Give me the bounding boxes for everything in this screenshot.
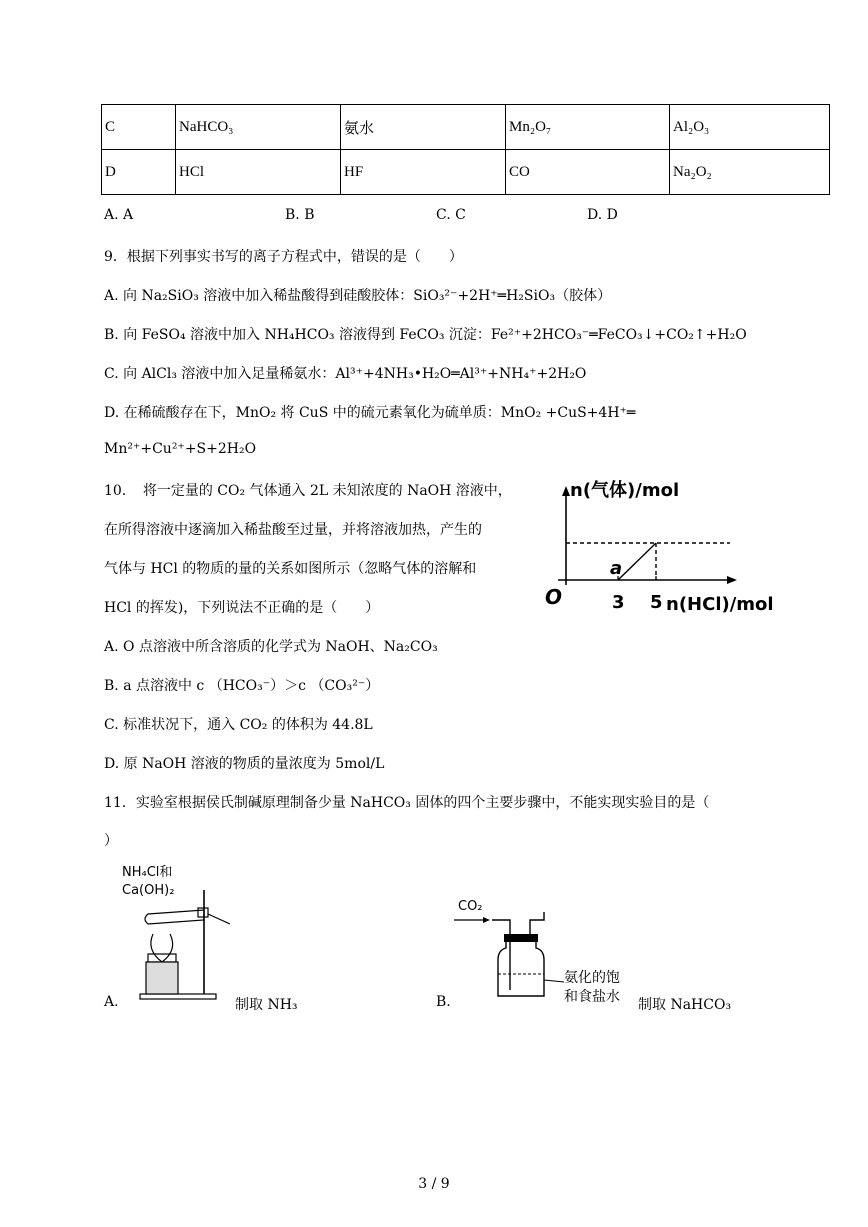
label-pointer <box>544 980 564 982</box>
q9-option-d-cont: Mn²⁺+Cu²⁺+S+2H₂O <box>104 441 257 457</box>
q11-b-caption: 制取 NaHCO₃ <box>638 997 732 1013</box>
q11-b-label: B. <box>436 994 451 1010</box>
q9-stem: 9．根据下列事实书写的离子方程式中，错误的是（ ） <box>104 249 463 265</box>
q10-stem-line: 气体与 HCl 的物质的量的关系如图所示（忽略气体的溶解和 <box>104 561 477 577</box>
delivery-tube <box>208 914 230 924</box>
answer-option: D. D <box>587 207 618 223</box>
stand-base <box>140 994 216 999</box>
q9-option-b: B. 向 FeSO₄ 溶液中加入 NH₄HCO₃ 溶液得到 FeCO₃ 沉淀：Fe²⁺+2HCO₃⁻═FeCO₃↓+CO₂↑+H₂O <box>104 327 747 343</box>
flame <box>151 934 173 962</box>
table-row <box>102 105 830 150</box>
y-axis-label: n(气体)/mol <box>570 480 680 501</box>
table-cell: HF <box>341 150 506 195</box>
gas-arrow-head <box>483 917 490 923</box>
q10-option-b: B. a 点溶液中 c （HCO₃⁻）＞c （CO₃²⁻） <box>104 678 380 694</box>
q9-option-a: A. 向 Na₂SiO₃ 溶液中加入稀盐酸得到硅酸胶体：SiO₃²⁻+2H⁺═H₂SiO₃（胶体） <box>104 288 612 304</box>
table-cell: NaHCO₃ <box>176 105 341 150</box>
q10-stem-line: 在所得溶液中逐滴加入稀盐酸至过量，并将溶液加热，产生的 <box>104 522 482 538</box>
q11-stem-cont: ） <box>104 833 118 849</box>
ammonia-apparatus-figure <box>118 862 230 1004</box>
table-cell: Al₂O₃ <box>670 105 830 150</box>
y-axis-arrow <box>562 486 570 496</box>
table-cell: Mn₂O₇ <box>506 105 670 150</box>
reagent-label-2: Ca(OH)₂ <box>122 883 175 898</box>
point-a-label: a <box>610 558 623 579</box>
x-axis-label: n(HCl)/mol <box>666 594 774 615</box>
row-label: C <box>102 105 176 150</box>
table-cell: CO <box>506 150 670 195</box>
q11-a-caption: 制取 NH₃ <box>235 997 298 1013</box>
stopper <box>504 934 538 942</box>
table-cell: 氨水 <box>341 105 506 150</box>
q9-option-c: C. 向 AlCl₃ 溶液中加入足量稀氨水：Al³⁺+4NH₃•H₂O═Al³⁺+NH₄⁺+2H₂O <box>104 366 587 382</box>
q11-a-label: A. <box>104 994 119 1010</box>
answer-option: B. B <box>285 207 315 223</box>
table-cell: Na₂O₂ <box>670 150 830 195</box>
inlet-tube <box>492 920 510 990</box>
clamp <box>198 908 208 917</box>
row-label: D <box>102 150 176 195</box>
origin-label: O <box>545 585 563 609</box>
table-row <box>102 150 830 195</box>
gas-hcl-graph <box>540 470 780 620</box>
q10-option-d: D. 原 NaOH 溶液的物质的量浓度为 5mol/L <box>104 756 385 772</box>
alcohol-lamp <box>146 962 178 994</box>
gas-curve <box>618 543 656 580</box>
gas-washing-bottle-figure <box>452 890 662 1005</box>
q11-stem: 11．实验室根据侯氏制碱原理制备少量 NaHCO₃ 固体的四个主要步骤中，不能实现实验目的是（ <box>104 795 710 811</box>
q9-option-d: D. 在稀硫酸存在下，MnO₂ 将 CuS 中的硫元素氧化为硫单质：MnO₂ +CuS+4H⁺═ <box>104 405 636 421</box>
answer-option: C. C <box>436 207 466 223</box>
solution-label-2: 和食盐水 <box>564 989 620 1005</box>
reagent-label-1: NH₄Cl和 <box>122 865 173 880</box>
x-axis-arrow <box>727 576 737 584</box>
page-number: 3 / 9 <box>418 1176 450 1192</box>
bottle <box>498 942 544 996</box>
gas-label: CO₂ <box>458 899 483 914</box>
q10-stem-line: 10． 将一定量的 CO₂ 气体通入 2L 未知浓度的 NaOH 溶液中， <box>104 483 512 499</box>
lamp-neck <box>148 954 176 962</box>
answer-option: A. A <box>104 207 134 223</box>
tick-label-3: 3 <box>612 592 625 613</box>
options-table <box>101 104 830 195</box>
solution-label-1: 氨化的饱 <box>564 970 620 986</box>
q10-stem-line: HCl 的挥发)，下列说法不正确的是（ ） <box>104 600 380 616</box>
test-tube <box>145 910 204 924</box>
table-cell: HCl <box>176 150 341 195</box>
tick-label-5: 5 <box>650 592 663 613</box>
q10-option-c: C. 标准状况下，通入 CO₂ 的体积为 44.8L <box>104 717 373 733</box>
q10-option-a: A. O 点溶液中所含溶质的化学式为 NaOH、Na₂CO₃ <box>104 639 438 655</box>
